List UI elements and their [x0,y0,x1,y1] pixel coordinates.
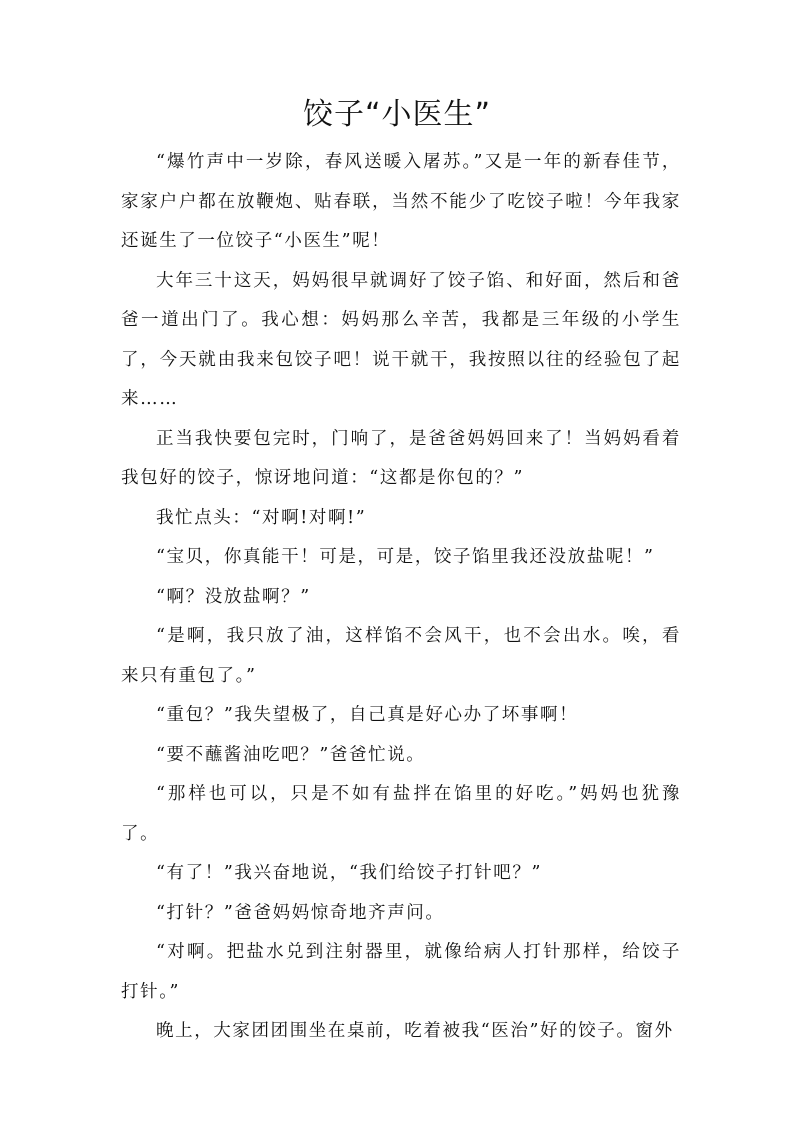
paragraph: “爆竹声中一岁除，春风送暖入屠苏。”又是一年的新春佳节，家家户户都在放鞭炮、贴春联，当然不能少了吃饺子啦！今年我家还诞生了一位饺子“小医生”呢！ [121,152,681,251]
paragraph: “那样也可以，只是不如有盐拌在馅里的好吃。”妈妈也犹豫了。 [121,784,681,844]
paragraph: “有了！”我兴奋地说，“我们给饺子打针吧？” [156,863,542,883]
paragraph: 晚上，大家团团围坐在桌前，吃着被我“医治”好的饺子。窗外 [156,1021,674,1041]
paragraph: 大年三十这天，妈妈很早就调好了饺子馅、和好面，然后和爸爸一道出门了。我心想：妈妈那么辛苦，我都是三年级的小学生了，今天就由我来包饺子吧！说干就干，我按照以往的经验包了起来…… [121,270,681,409]
paragraph: “对啊。把盐水兑到注射器里，就像给病人打针那样，给饺子打针。” [121,942,681,1002]
document-body [121,143,681,1052]
paragraph: “是啊，我只放了油，这样馅不会风干，也不会出水。唉，看来只有重包了。” [121,626,681,686]
paragraph: “啊？没放盐啊？” [156,586,311,607]
document-title: 饺子“小医生” [302,97,492,132]
paragraph: “宝贝，你真能干！可是，可是，饺子馅里我还没放盐呢！” [156,547,655,567]
paragraph: “要不蘸酱油吃吧？”爸爸忙说。 [156,744,426,765]
paragraph: “打针？”爸爸妈妈惊奇地齐声问。 [156,902,445,923]
paragraph: “重包？”我失望极了，自己真是好心办了坏事啊！ [156,705,579,725]
paragraph: 正当我快要包完时，门响了，是爸爸妈妈回来了！当妈妈看着我包好的饺子，惊讶地问道：“这都是你包的？” [121,428,681,488]
paragraph: 我忙点头：“对啊!对啊!” [156,507,367,528]
